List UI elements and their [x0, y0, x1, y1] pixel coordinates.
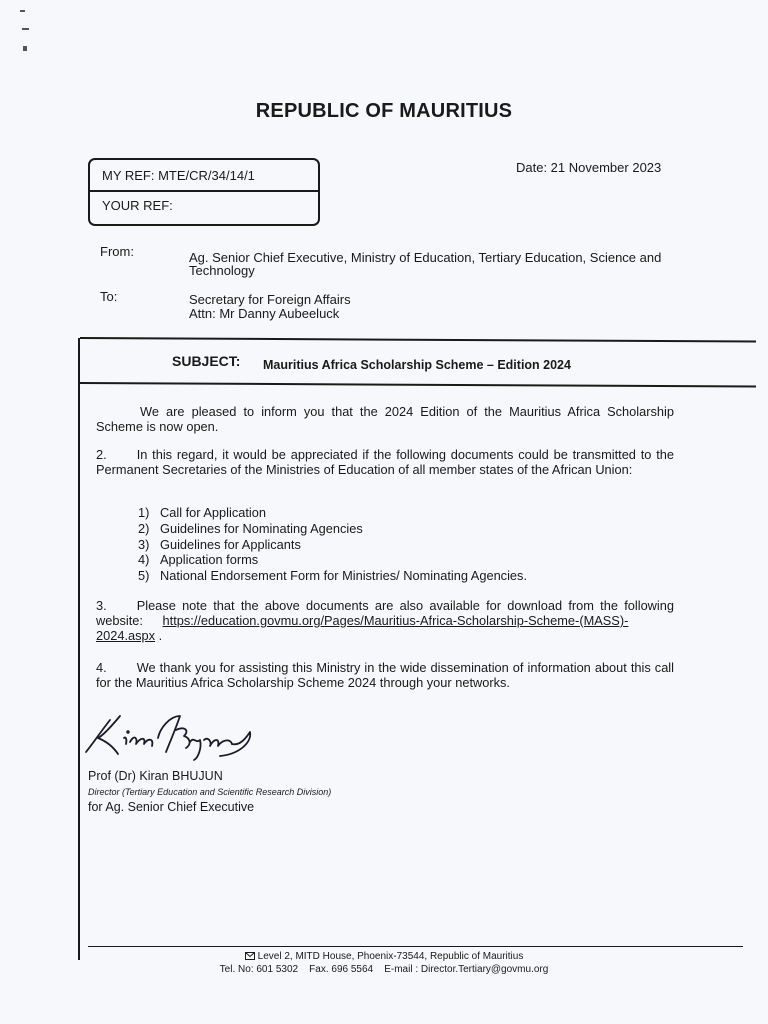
to-label: To: — [100, 289, 118, 304]
handwritten-signature — [80, 708, 260, 768]
paragraph-1-text: We are pleased to inform you that the 2024 Edition of the Mauritius Africa Scholarship Scheme is now open. — [96, 404, 674, 434]
list-item: 1) Call for Application — [138, 505, 266, 520]
footer-address: Level 2, MITD House, Phoenix-73544, Republic of Mauritius — [0, 951, 768, 962]
footer-rule — [88, 946, 743, 947]
subject-label: SUBJECT: — [172, 353, 241, 369]
reference-box — [88, 158, 320, 226]
frame-subject-rule — [80, 382, 756, 388]
paragraph-4 — [96, 660, 674, 690]
list-item: 5) National Endorsement Form for Ministries/ Nominating Agencies. — [138, 568, 527, 584]
list-item: 4) Application forms — [138, 552, 259, 568]
paragraph-1 — [96, 404, 674, 434]
paragraph-4-number: 4. — [96, 660, 107, 675]
list-item: 3) Guidelines for Applicants — [138, 536, 301, 552]
frame-left-rule — [78, 338, 80, 960]
footer-contact: Tel. No: 601 5302 Fax. 696 5564 E-mail : Director.Tertiary@govmu.org — [219, 964, 549, 975]
paragraph-3-text: Please note that the above documents are also available for download from the following website: — [96, 598, 674, 628]
paragraph-3-number: 3. — [96, 598, 107, 613]
scan-mark — [23, 46, 27, 51]
paragraph-2-text: In this regard, it would be appreciated if the following documents could be transmitted to the Permanent Secretaries of the Ministries of Education of all member states of the African Union: — [96, 447, 674, 477]
from-label: From: — [100, 244, 134, 259]
signatory-role: Director (Tertiary Education and Scientific Research Division) — [88, 787, 332, 797]
paragraph-2-number: 2. — [96, 447, 107, 462]
paragraph-4-text: We thank you for assisting this Ministry in the wide dissemination of information about this call for the Mauritius Africa Scholarship Scheme 2024 through your networks. — [96, 660, 674, 690]
paragraph-2 — [96, 447, 674, 477]
to-line-1: Secretary for Foreign Affairs — [189, 292, 351, 307]
signatory-name: Prof (Dr) Kiran BHUJUN — [88, 769, 223, 783]
paragraph-3: 3. Please note that the above documents are also available for download from the following website: https://education.govmu.org/Pages/Mauritius-Africa-Scholarship-Scheme-(MASS)- 2024.aspx . — [96, 598, 674, 643]
to-line-2: Attn: Mr Danny Aubeeluck — [189, 306, 340, 321]
scan-mark — [22, 28, 29, 30]
your-ref: YOUR REF: — [102, 198, 173, 213]
letter-date: Date: 21 November 2023 — [516, 160, 662, 175]
website-link-continued[interactable]: 2024.aspx — [96, 628, 156, 643]
frame-top-rule — [80, 337, 756, 343]
from-line-1: Ag. Senior Chief Executive, Ministry of Education, Tertiary Education, Science and — [189, 250, 662, 265]
from-line-2: Technology — [189, 263, 255, 278]
scan-mark — [20, 10, 25, 12]
website-link[interactable]: https://education.govmu.org/Pages/Mauritius-Africa-Scholarship-Scheme-(MASS)- — [162, 613, 629, 628]
my-ref: MY REF: MTE/CR/34/14/1 — [102, 168, 255, 183]
document-list — [138, 505, 527, 584]
list-item: 2) Guidelines for Nominating Agencies — [138, 520, 363, 536]
signatory-on-behalf: for Ag. Senior Chief Executive — [88, 800, 255, 814]
subject-value: Mauritius Africa Scholarship Scheme – Edition 2024 — [263, 358, 571, 372]
page-title: REPUBLIC OF MAURITIUS — [255, 100, 513, 122]
envelope-icon — [245, 952, 255, 960]
